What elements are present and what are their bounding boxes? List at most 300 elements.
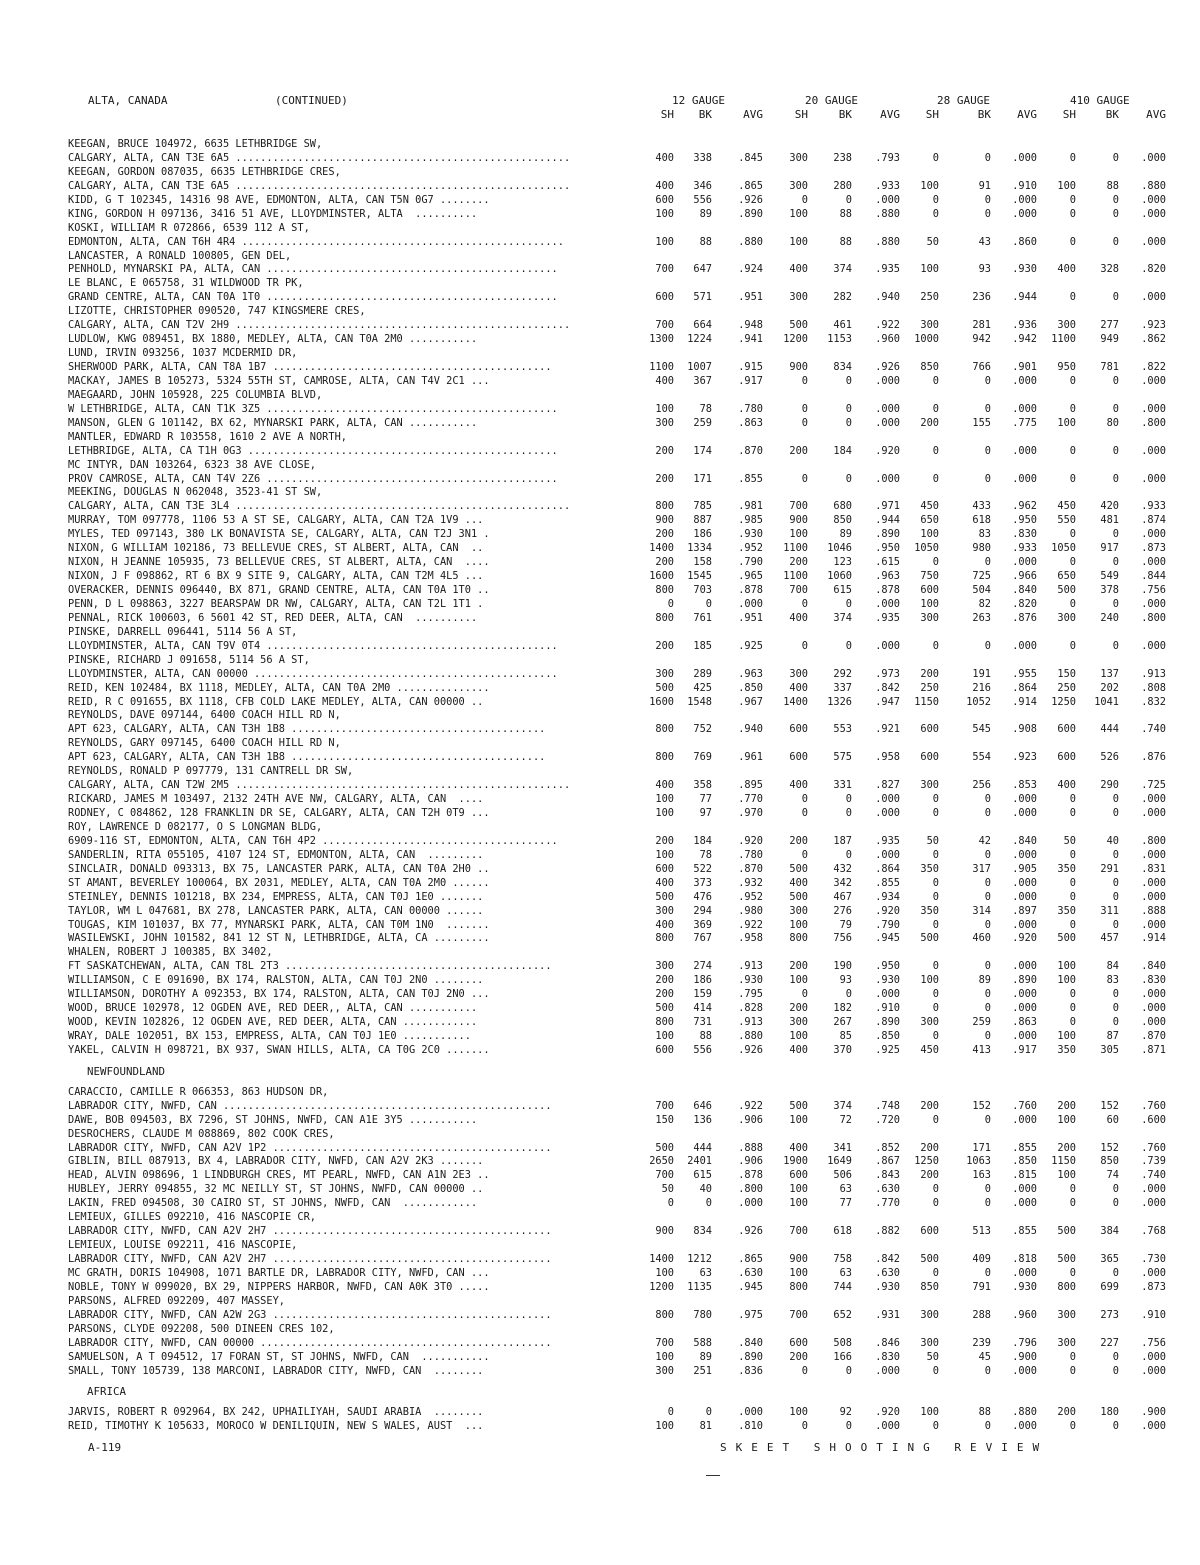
score-cell: .000 — [738, 1406, 763, 1419]
score-cell: 400 — [789, 1043, 808, 1056]
score-cell: .853 — [1012, 779, 1037, 792]
score-cell: 0 — [801, 374, 808, 387]
shooter-text: WRAY, DALE 102051, BX 153, EMPRESS, ALTA, CAN T0J 1E0 ........... — [68, 1030, 471, 1042]
score-cell: 100 — [920, 179, 939, 192]
score-cell: .739 — [1141, 1155, 1166, 1168]
score-cell: 1007 — [687, 361, 712, 373]
score-cell: 0 — [984, 1420, 991, 1433]
score-cell: 615 — [693, 1169, 712, 1182]
score-cell: .897 — [1012, 904, 1037, 917]
score-cell: 378 — [1100, 584, 1119, 596]
score-cell: 0 — [1069, 597, 1076, 610]
score-cell: 78 — [699, 402, 712, 415]
score-cell: 0 — [705, 1406, 712, 1419]
shooter-text: GRAND CENTRE, ALTA, CAN T0A 1T0 ............................................... — [68, 291, 558, 304]
score-cell: 100 — [655, 1420, 674, 1433]
shooter-text: REYNOLDS, GARY 097145, 6400 COACH HILL RD N, — [68, 737, 341, 750]
table-row — [0, 598, 1200, 612]
score-cell: .862 — [1141, 333, 1166, 346]
score-cell: 400 — [655, 918, 674, 931]
score-cell: .800 — [1141, 416, 1166, 429]
score-cell: 200 — [655, 988, 674, 1001]
score-cell: 280 — [833, 179, 852, 192]
score-cell: 63 — [839, 1183, 852, 1196]
score-cell: 274 — [693, 960, 712, 973]
score-cell: 82 — [978, 597, 991, 610]
score-cell: 647 — [693, 263, 712, 276]
score-cell: .630 — [875, 1183, 900, 1196]
score-cell: 556 — [693, 193, 712, 206]
table-row — [0, 1239, 1200, 1253]
score-cell: .930 — [1012, 263, 1037, 276]
score-cell: 800 — [789, 932, 808, 945]
score-cell: 200 — [920, 1169, 939, 1182]
score-cell: 100 — [920, 1406, 939, 1419]
score-cell: 758 — [833, 1253, 852, 1266]
score-cell: 300 — [655, 1364, 674, 1377]
score-cell: 0 — [845, 807, 852, 819]
score-cell: 290 — [1100, 779, 1119, 792]
score-cell: 190 — [833, 960, 852, 973]
score-cell: 300 — [655, 904, 674, 917]
score-cell: 300 — [1057, 1336, 1076, 1349]
score-cell: .000 — [1141, 793, 1166, 806]
score-cell: 300 — [655, 416, 674, 429]
score-cell: 0 — [845, 848, 852, 861]
shooter-text: LEMIEUX, LOUISE 092211, 416 NASCOPIE, — [68, 1239, 298, 1252]
shooter-text: LABRADOR CITY, NWFD, CAN ..................................................... — [68, 1099, 552, 1112]
shooter-text: DAWE, BOB 094503, BX 7296, ST JOHNS, NWFD, CAN A1E 3Y5 ........... — [68, 1113, 478, 1126]
score-cell: 850 — [920, 361, 939, 373]
score-cell: .980 — [738, 904, 763, 917]
score-cell: 0 — [845, 374, 852, 387]
score-cell: .920 — [875, 904, 900, 917]
score-cell: 0 — [1112, 207, 1119, 220]
score-cell: .963 — [738, 667, 763, 680]
score-cell: 0 — [984, 960, 991, 973]
score-cell: .860 — [1012, 235, 1037, 248]
score-cell: 0 — [845, 597, 852, 610]
table-row — [0, 1351, 1200, 1365]
table-row — [0, 932, 1200, 946]
score-cell: .000 — [875, 472, 900, 485]
score-cell: 1052 — [966, 695, 991, 708]
score-cell: .830 — [1012, 528, 1037, 541]
score-cell: .000 — [1012, 848, 1037, 861]
score-cell: .842 — [875, 681, 900, 694]
score-cell: 400 — [789, 611, 808, 624]
shooter-text: EDMONTON, ALTA, CAN T6H 4R4 .................................................... — [68, 235, 564, 248]
table-row — [0, 946, 1200, 960]
score-cell: .000 — [1012, 1113, 1037, 1126]
score-cell: 725 — [972, 570, 991, 583]
score-cell: .921 — [875, 723, 900, 736]
score-cell: 0 — [984, 1183, 991, 1196]
score-cell: 300 — [920, 611, 939, 624]
score-cell: .832 — [1141, 695, 1166, 708]
table-row — [0, 974, 1200, 988]
shooter-text: REID, TIMOTHY K 105633, MOROCO W DENILIQUIN, NEW S WALES, AUST ... — [68, 1420, 484, 1433]
score-cell: 400 — [655, 151, 674, 164]
score-cell: 259 — [972, 1016, 991, 1029]
score-cell: 89 — [978, 974, 991, 987]
score-cell: 1250 — [914, 1155, 939, 1168]
table-row — [0, 500, 1200, 514]
gauge-12-label: 12 GAUGE — [672, 94, 725, 107]
score-cell: .000 — [875, 988, 900, 1001]
score-cell: 317 — [972, 862, 991, 875]
score-cell: 400 — [789, 876, 808, 889]
score-cell: 200 — [920, 1099, 939, 1112]
score-cell: 750 — [920, 570, 939, 583]
score-cell: 618 — [833, 1225, 852, 1238]
score-cell: .000 — [875, 807, 900, 819]
score-cell: 89 — [839, 528, 852, 541]
score-cell: .000 — [1141, 193, 1166, 206]
shooter-text: WHALEN, ROBERT J 100385, BX 3402, — [68, 946, 273, 959]
score-cell: 0 — [1112, 988, 1119, 1001]
score-cell: 900 — [789, 1253, 808, 1266]
shooter-text: MC GRATH, DORIS 104908, 1071 BARTLE DR, LABRADOR CITY, NWFD, CAN ... — [68, 1266, 490, 1279]
shooter-text: JARVIS, ROBERT R 092964, BX 242, UPHAILIYAH, SAUDI ARABIA ........ — [68, 1406, 484, 1419]
score-cell: 87 — [1106, 1030, 1119, 1042]
shooter-text: WILLIAMSON, C E 091690, BX 174, RALSTON, ALTA, CAN T0J 2N0 ........ — [68, 974, 484, 987]
score-cell: .000 — [875, 1364, 900, 1377]
score-cell: .985 — [738, 514, 763, 527]
score-cell: 400 — [655, 779, 674, 792]
score-cell: 267 — [833, 1016, 852, 1029]
shooter-text: MANSON, GLEN G 101142, BX 62, MYNARSKI PARK, ALTA, CAN ........... — [68, 416, 478, 429]
score-cell: 50 — [661, 1183, 674, 1196]
score-cell: 703 — [693, 584, 712, 596]
score-cell: .000 — [1012, 207, 1037, 220]
shooter-text: TAYLOR, WM L 047681, BX 278, LANCASTER PARK, ALTA, CAN 00000 ...... — [68, 904, 484, 917]
score-cell: .840 — [1012, 584, 1037, 596]
score-cell: .000 — [1012, 1266, 1037, 1279]
score-cell: 358 — [693, 779, 712, 792]
score-cell: 553 — [833, 723, 852, 736]
score-cell: .000 — [1141, 848, 1166, 861]
score-cell: .901 — [1012, 361, 1037, 373]
score-cell: .932 — [738, 876, 763, 889]
score-cell: 1900 — [783, 1155, 808, 1168]
score-cell: 413 — [972, 1043, 991, 1056]
score-cell: 0 — [1069, 374, 1076, 387]
shooter-text: HUBLEY, JERRY 094855, 32 MC NEILLY ST, ST JOHNS, NWFD, CAN 00000 .. — [68, 1183, 484, 1196]
score-cell: 159 — [693, 988, 712, 1001]
score-cell: 752 — [693, 723, 712, 736]
score-cell: 350 — [1057, 1043, 1076, 1056]
score-cell: .878 — [738, 584, 763, 596]
table-row — [0, 1016, 1200, 1030]
score-cell: 432 — [833, 862, 852, 875]
score-cell: 89 — [699, 1350, 712, 1363]
table-row — [0, 431, 1200, 445]
score-cell: .863 — [738, 416, 763, 429]
shooter-text: REYNOLDS, RONALD P 097779, 131 CANTRELL DR SW, — [68, 765, 354, 778]
shooter-text: OVERACKER, DENNIS 096440, BX 871, GRAND CENTRE, ALTA, CAN T0A 1T0 .. — [68, 584, 490, 596]
score-cell: .630 — [875, 1266, 900, 1279]
score-cell: .000 — [1012, 1197, 1037, 1210]
score-cell: .906 — [738, 1113, 763, 1126]
score-cell: 0 — [984, 1266, 991, 1279]
column-subheader: SH — [1062, 108, 1076, 121]
score-cell: .000 — [1012, 639, 1037, 652]
score-cell: 588 — [693, 1336, 712, 1349]
score-cell: 0 — [845, 988, 852, 1001]
score-cell: 618 — [972, 514, 991, 527]
shooter-text: WILLIAMSON, DOROTHY A 092353, BX 174, RALSTON, ALTA, CAN T0J 2N0 ... — [68, 988, 490, 1001]
column-subheader: AVG — [880, 108, 900, 121]
score-cell: 186 — [693, 528, 712, 541]
score-cell: .760 — [1141, 1099, 1166, 1112]
score-cell: 200 — [1057, 1406, 1076, 1419]
score-cell: 152 — [1100, 1099, 1119, 1112]
score-cell: 1250 — [1051, 695, 1076, 708]
score-cell: .000 — [1012, 890, 1037, 903]
score-cell: .850 — [738, 681, 763, 694]
score-cell: 328 — [1100, 263, 1119, 276]
score-cell: 85 — [839, 1030, 852, 1042]
score-cell: .906 — [738, 1155, 763, 1168]
score-cell: .950 — [875, 960, 900, 973]
score-cell: 0 — [801, 416, 808, 429]
score-cell: 289 — [693, 667, 712, 680]
score-cell: 414 — [693, 1002, 712, 1015]
score-cell: 0 — [1112, 235, 1119, 248]
score-cell: .910 — [1141, 1308, 1166, 1321]
score-cell: 1548 — [687, 695, 712, 708]
column-subheader: SH — [660, 108, 674, 121]
shooter-text: 6909-116 ST, EDMONTON, ALTA, CAN T6H 4P2 ...................................... — [68, 834, 558, 847]
score-cell: .000 — [1141, 890, 1166, 903]
score-cell: 300 — [789, 151, 808, 164]
score-cell: .944 — [875, 514, 900, 527]
score-cell: 900 — [655, 1225, 674, 1238]
score-cell: .880 — [738, 235, 763, 248]
score-cell: 100 — [655, 1350, 674, 1363]
score-cell: .730 — [1141, 1253, 1166, 1266]
score-cell: 100 — [920, 974, 939, 987]
score-cell: 500 — [655, 1141, 674, 1154]
shooter-text: LETHBRIDGE, ALTA, CA T1H 0G3 .................................................. — [68, 444, 558, 457]
score-cell: 305 — [1100, 1043, 1119, 1056]
score-cell: .000 — [875, 597, 900, 610]
shooter-text: SINCLAIR, DONALD 093313, BX 75, LANCASTER PARK, ALTA, CAN T0A 2H0 .. — [68, 862, 490, 875]
score-cell: .843 — [875, 1169, 900, 1182]
score-cell: 100 — [1057, 1030, 1076, 1042]
section-heading — [0, 1378, 1200, 1406]
score-cell: .000 — [1012, 960, 1037, 973]
score-cell: 100 — [789, 974, 808, 987]
score-cell: 0 — [932, 193, 939, 206]
score-cell: 850 — [920, 1280, 939, 1293]
score-cell: 341 — [833, 1141, 852, 1154]
score-cell: .000 — [1141, 1183, 1166, 1196]
table-row — [0, 751, 1200, 765]
score-cell: 0 — [984, 918, 991, 931]
table-row — [0, 626, 1200, 640]
score-cell: 500 — [789, 890, 808, 903]
score-cell: 100 — [920, 263, 939, 276]
shooter-text: KEEGAN, BRUCE 104972, 6635 LETHBRIDGE SW, — [68, 138, 323, 150]
shooter-text: KIDD, G T 102345, 14316 98 AVE, EDMONTON, ALTA, CAN T5N 0G7 ........ — [68, 193, 490, 206]
score-cell: 1224 — [687, 333, 712, 346]
score-cell: .725 — [1141, 779, 1166, 792]
score-cell: .950 — [1012, 514, 1037, 527]
score-cell: 800 — [789, 1280, 808, 1293]
score-cell: .000 — [1012, 1030, 1037, 1042]
score-cell: 409 — [972, 1253, 991, 1266]
table-row — [0, 236, 1200, 250]
score-cell: .000 — [1141, 1266, 1166, 1279]
score-cell: 1334 — [687, 542, 712, 555]
score-cell: 0 — [1069, 807, 1076, 819]
score-cell: 236 — [972, 291, 991, 304]
score-cell: 600 — [789, 723, 808, 736]
score-cell: .914 — [1012, 695, 1037, 708]
score-cell: 45 — [978, 1350, 991, 1363]
score-cell: .000 — [1012, 193, 1037, 206]
shooter-text: PENN, D L 098863, 3227 BEARSPAW DR NW, CALGARY, ALTA, CAN T2L 1T1 . — [68, 597, 484, 610]
score-cell: 500 — [789, 1099, 808, 1112]
score-cell: 0 — [932, 1183, 939, 1196]
score-cell: .800 — [738, 1183, 763, 1196]
table-row — [0, 584, 1200, 598]
score-cell: 200 — [789, 1350, 808, 1363]
score-cell: 350 — [1057, 904, 1076, 917]
score-cell: .920 — [738, 834, 763, 847]
score-cell: .818 — [1012, 1253, 1037, 1266]
score-cell: 600 — [920, 723, 939, 736]
score-cell: .630 — [738, 1266, 763, 1279]
score-table — [0, 138, 1200, 1434]
score-cell: 0 — [801, 848, 808, 861]
table-row — [0, 891, 1200, 905]
score-cell: 0 — [984, 444, 991, 457]
score-cell: 200 — [1057, 1141, 1076, 1154]
score-cell: 500 — [789, 862, 808, 875]
score-cell: 731 — [693, 1016, 712, 1029]
section-heading-text: NEWFOUNDLAND — [87, 1064, 166, 1078]
table-row — [0, 263, 1200, 277]
score-cell: 1150 — [1051, 1155, 1076, 1168]
score-cell: 186 — [693, 974, 712, 987]
score-cell: .850 — [875, 1030, 900, 1042]
score-cell: 100 — [1057, 416, 1076, 429]
score-cell: 0 — [984, 207, 991, 220]
score-cell: 0 — [1112, 1197, 1119, 1210]
table-row — [0, 542, 1200, 556]
score-cell: 81 — [699, 1420, 712, 1433]
score-cell: 0 — [932, 639, 939, 652]
score-cell: 77 — [839, 1197, 852, 1210]
score-cell: .930 — [875, 974, 900, 987]
score-cell: .963 — [875, 570, 900, 583]
score-cell: 123 — [833, 556, 852, 569]
score-cell: .830 — [1141, 974, 1166, 987]
table-row — [0, 849, 1200, 863]
score-cell: 100 — [655, 807, 674, 819]
score-cell: 100 — [789, 1030, 808, 1042]
score-cell: 78 — [699, 848, 712, 861]
score-cell: 100 — [1057, 960, 1076, 973]
shooter-text: MAEGAARD, JOHN 105928, 225 COLUMBIA BLVD, — [68, 388, 323, 401]
score-cell: 450 — [920, 1043, 939, 1056]
score-cell: 0 — [801, 597, 808, 610]
score-cell: .836 — [738, 1364, 763, 1377]
score-cell: .962 — [1012, 500, 1037, 513]
score-cell: .870 — [738, 862, 763, 875]
score-cell: .926 — [738, 193, 763, 206]
score-cell: 155 — [972, 416, 991, 429]
score-cell: 300 — [789, 904, 808, 917]
score-cell: .926 — [875, 361, 900, 373]
score-cell: 184 — [833, 444, 852, 457]
score-cell: .000 — [1141, 528, 1166, 541]
score-cell: .000 — [1012, 988, 1037, 1001]
table-row — [0, 291, 1200, 305]
score-cell: 72 — [839, 1113, 852, 1126]
column-subheader: AVG — [1017, 108, 1037, 121]
shooter-text: YAKEL, CALVIN H 098721, BX 937, SWAN HILLS, ALTA, CA T0G 2C0 ....... — [68, 1043, 490, 1056]
score-cell: 281 — [972, 319, 991, 332]
table-row — [0, 1337, 1200, 1351]
score-cell: 700 — [655, 1169, 674, 1182]
table-row — [0, 1323, 1200, 1337]
score-cell: 200 — [920, 1141, 939, 1154]
score-cell: .000 — [875, 848, 900, 861]
score-cell: .795 — [738, 988, 763, 1001]
score-cell: .871 — [1141, 1043, 1166, 1056]
shooter-text: NIXON, H JEANNE 105935, 73 BELLEVUE CRES, ST ALBERT, ALTA, CAN .... — [68, 556, 490, 569]
score-cell: .944 — [1012, 291, 1037, 304]
shooter-text: APT 623, CALGARY, ALTA, CAN T3H 1B8 ......................................... — [68, 751, 546, 764]
score-cell: 834 — [693, 1225, 712, 1238]
score-cell: .000 — [1141, 639, 1166, 652]
table-row — [0, 682, 1200, 696]
score-cell: .844 — [1141, 570, 1166, 583]
score-cell: 300 — [789, 291, 808, 304]
score-cell: 0 — [1069, 1266, 1076, 1279]
shooter-text: REYNOLDS, DAVE 097144, 6400 COACH HILL RD N, — [68, 709, 341, 722]
score-cell: .890 — [738, 1350, 763, 1363]
score-cell: 646 — [693, 1099, 712, 1112]
score-cell: 276 — [833, 904, 852, 917]
table-row — [0, 152, 1200, 166]
score-cell: 0 — [1112, 556, 1119, 569]
score-cell: 700 — [789, 1308, 808, 1321]
score-cell: 240 — [1100, 611, 1119, 624]
score-cell: 100 — [789, 528, 808, 541]
score-cell: 60 — [1106, 1113, 1119, 1126]
score-cell: .855 — [1012, 1225, 1037, 1238]
score-cell: .880 — [875, 235, 900, 248]
score-cell: 0 — [667, 1197, 674, 1210]
score-cell: 900 — [789, 514, 808, 527]
shooter-text: RICKARD, JAMES M 103497, 2132 24TH AVE NW, CALGARY, ALTA, CAN .... — [68, 793, 484, 806]
table-row — [0, 333, 1200, 347]
score-cell: 400 — [789, 681, 808, 694]
score-cell: .931 — [875, 1308, 900, 1321]
score-cell: .000 — [1141, 1197, 1166, 1210]
score-cell: 282 — [833, 291, 852, 304]
score-cell: 370 — [833, 1043, 852, 1056]
score-cell: 450 — [1057, 500, 1076, 513]
score-cell: 0 — [1069, 1183, 1076, 1196]
footer-dash — [706, 1475, 720, 1476]
score-cell: 1100 — [1051, 333, 1076, 346]
